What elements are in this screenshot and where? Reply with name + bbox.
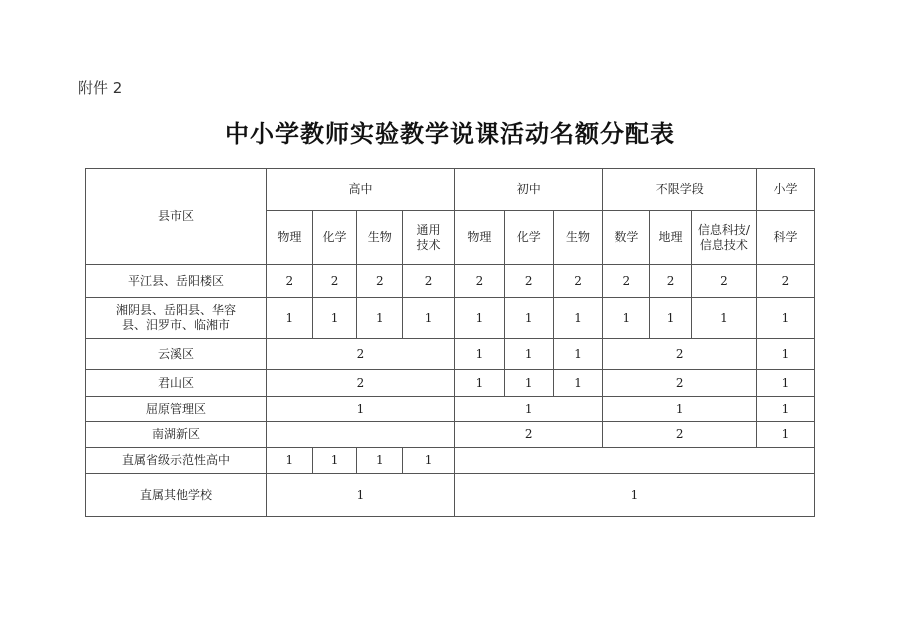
quota-cell: 1: [455, 339, 505, 370]
county-header: 县市区: [86, 169, 267, 265]
quota-cell-buxian: 2: [603, 422, 757, 448]
group-header-buxian: 不限学段: [603, 169, 757, 211]
quota-cell-buxian: 1: [603, 397, 757, 422]
quota-cell: 1: [553, 370, 603, 397]
quota-cell: 1: [553, 339, 603, 370]
row-county-name: 君山区: [86, 370, 267, 397]
subject-header-gz-wuli: 物理: [266, 211, 312, 265]
table-row: [86, 397, 815, 422]
row-county-name: 直属省级示范性高中: [86, 448, 267, 474]
quota-cell: 1: [455, 298, 505, 339]
quota-cell-rest: [455, 448, 815, 474]
subject-header-bx-dili: 地理: [650, 211, 692, 265]
attachment-label: 附件 2: [78, 79, 123, 97]
subject-header-gz-huaxue: 化学: [312, 211, 357, 265]
row-county-name: 屈原管理区: [86, 397, 267, 422]
group-header-xiaoxue: 小学: [756, 169, 814, 211]
quota-cell-gaozhong: [266, 422, 454, 448]
table-row: [86, 339, 815, 370]
quota-cell: 2: [504, 265, 553, 298]
quota-cell: 2: [357, 265, 403, 298]
subject-header-cz-wuli: 物理: [455, 211, 505, 265]
quota-cell: 1: [357, 448, 403, 474]
subject-header-cz-huaxue: 化学: [504, 211, 553, 265]
quota-cell-chuzhong: 2: [455, 422, 603, 448]
row-county-name: [86, 298, 267, 339]
quota-cell-buxian: 2: [603, 339, 757, 370]
group-header-chuzhong: 初中: [455, 169, 603, 211]
group-header-gaozhong: 高中: [266, 169, 454, 211]
quota-cell: 1: [403, 298, 455, 339]
row-county-name: 直属其他学校: [86, 474, 267, 517]
table-row: [86, 265, 815, 298]
quota-cell: 1: [756, 397, 814, 422]
table-row: [86, 370, 815, 397]
quota-cell: 1: [553, 298, 603, 339]
quota-cell: 1: [504, 339, 553, 370]
quota-cell: 2: [403, 265, 455, 298]
quota-cell: 2: [756, 265, 814, 298]
subject-header-gz-tongyong-text: 通用技术: [416, 222, 441, 252]
quota-cell: 1: [756, 422, 814, 448]
table-row: [86, 422, 815, 448]
table-row: [86, 298, 815, 339]
subject-header-cz-shengwu: 生物: [553, 211, 603, 265]
quota-cell: 1: [266, 448, 312, 474]
quota-cell: 1: [756, 370, 814, 397]
subject-header-gz-shengwu: 生物: [357, 211, 403, 265]
quota-cell: 1: [504, 370, 553, 397]
quota-cell: 1: [756, 339, 814, 370]
quota-cell-gaozhong: 1: [266, 474, 454, 517]
quota-cell-buxian: 2: [603, 370, 757, 397]
quota-cell-chuzhong: 1: [455, 397, 603, 422]
quota-cell: 2: [691, 265, 756, 298]
row-county-name-text: 湘阴县、岳阳县、华容县、汨罗市、临湘市: [115, 303, 236, 332]
quota-cell-gaozhong: 2: [266, 370, 454, 397]
quota-cell: 2: [650, 265, 692, 298]
subject-header-xx-kexue: 科学: [756, 211, 814, 265]
row-county-name: 南湖新区: [86, 422, 267, 448]
quota-cell: 1: [312, 448, 357, 474]
quota-cell: 1: [603, 298, 650, 339]
quota-cell: 1: [650, 298, 692, 339]
table-row: [86, 448, 815, 474]
header-row-groups: [86, 169, 815, 211]
quota-cell: 1: [403, 448, 455, 474]
quota-table: [85, 168, 815, 517]
quota-cell: 1: [455, 370, 505, 397]
quota-cell: 1: [312, 298, 357, 339]
quota-cell: 1: [357, 298, 403, 339]
quota-cell: 2: [266, 265, 312, 298]
quota-cell-gaozhong: 2: [266, 339, 454, 370]
subject-header-bx-shuxue: 数学: [603, 211, 650, 265]
quota-cell: 1: [691, 298, 756, 339]
quota-cell: 1: [756, 298, 814, 339]
quota-cell: 2: [455, 265, 505, 298]
subject-header-bx-xinxi-text: 信息科技/信息技术: [697, 222, 750, 252]
table-row: [86, 474, 815, 517]
row-county-name: 平江县、岳阳楼区: [86, 265, 267, 298]
subject-header-gz-tongyong: [403, 211, 455, 265]
document-title: 中小学教师实验教学说课活动名额分配表: [225, 119, 675, 148]
row-county-name: 云溪区: [86, 339, 267, 370]
quota-cell-gaozhong: 1: [266, 397, 454, 422]
quota-cell: 2: [312, 265, 357, 298]
subject-header-bx-xinxi: [691, 211, 756, 265]
quota-cell-rest: 1: [455, 474, 815, 517]
quota-cell: 1: [266, 298, 312, 339]
quota-cell: 1: [504, 298, 553, 339]
quota-cell: 2: [553, 265, 603, 298]
quota-cell: 2: [603, 265, 650, 298]
